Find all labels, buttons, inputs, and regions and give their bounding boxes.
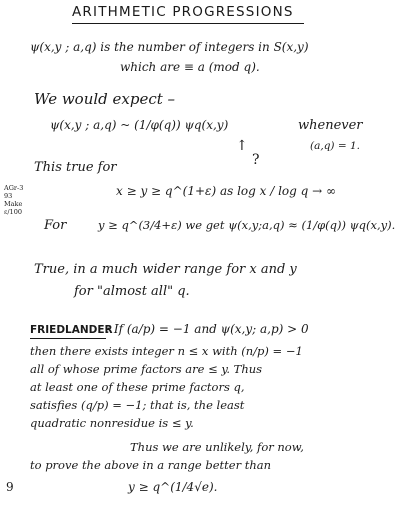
page-number: 9 [6, 480, 14, 494]
title-underline [72, 23, 304, 24]
friedlander-line-4: at least one of these prime factors q, [30, 380, 245, 394]
wider-range-line-1: True, in a much wider range for x and y [34, 262, 297, 277]
unlikely-line: Thus we are unlikely, for now, [130, 440, 304, 454]
margin-note: AGr-3 93 Make ε/100 [4, 184, 24, 216]
friedlander-line-5: satisfies (q/p) = −1; that is, the least [30, 398, 245, 412]
friedlander-line-3: all of whose prime factors are ≤ y. Thus [30, 362, 263, 376]
for-label: For [44, 218, 67, 233]
wider-range-line-2: for "almost all" q. [74, 284, 190, 299]
friedlander-line-6: quadratic nonresidue is ≤ y. [30, 416, 194, 430]
prove-line: to prove the above in a range better than [30, 458, 272, 472]
expect-heading: We would expect – [34, 90, 176, 108]
friedlander-underline [30, 338, 106, 339]
true-for-label: This true for [34, 160, 117, 175]
page-title: ARITHMETIC PROGRESSIONS [72, 4, 294, 20]
whenever-label: whenever [298, 118, 363, 133]
definition-line-2: which are ≡ a (mod q). [120, 60, 260, 74]
up-arrow-icon: ↑ [236, 138, 248, 154]
bound-line: y ≥ q^(1/4√e). [128, 480, 218, 494]
definition-line-1: ψ(x,y ; a,q) is the number of integers in S(x,y) [30, 40, 309, 54]
friedlander-line-1: : If (a/p) = −1 and ψ(x,y; a,p) > 0 [106, 322, 309, 336]
for-range-line: y ≥ q^(3/4+ε) we get ψ(x,y;a,q) ≈ (1/φ(q)) ψq(x,y). [98, 218, 396, 232]
range-condition: x ≥ y ≥ q^(1+ε) as log x / log q → ∞ [116, 184, 337, 198]
question-mark: ? [252, 152, 260, 168]
friedlander-name: FRIEDLANDER [30, 324, 113, 336]
friedlander-line-2: then there exists integer n ≤ x with (n/p) = −1 [30, 344, 303, 358]
coprime-condition: (a,q) = 1. [310, 140, 361, 152]
main-formula: ψ(x,y ; a,q) ~ (1/φ(q)) ψq(x,y) [50, 118, 229, 132]
